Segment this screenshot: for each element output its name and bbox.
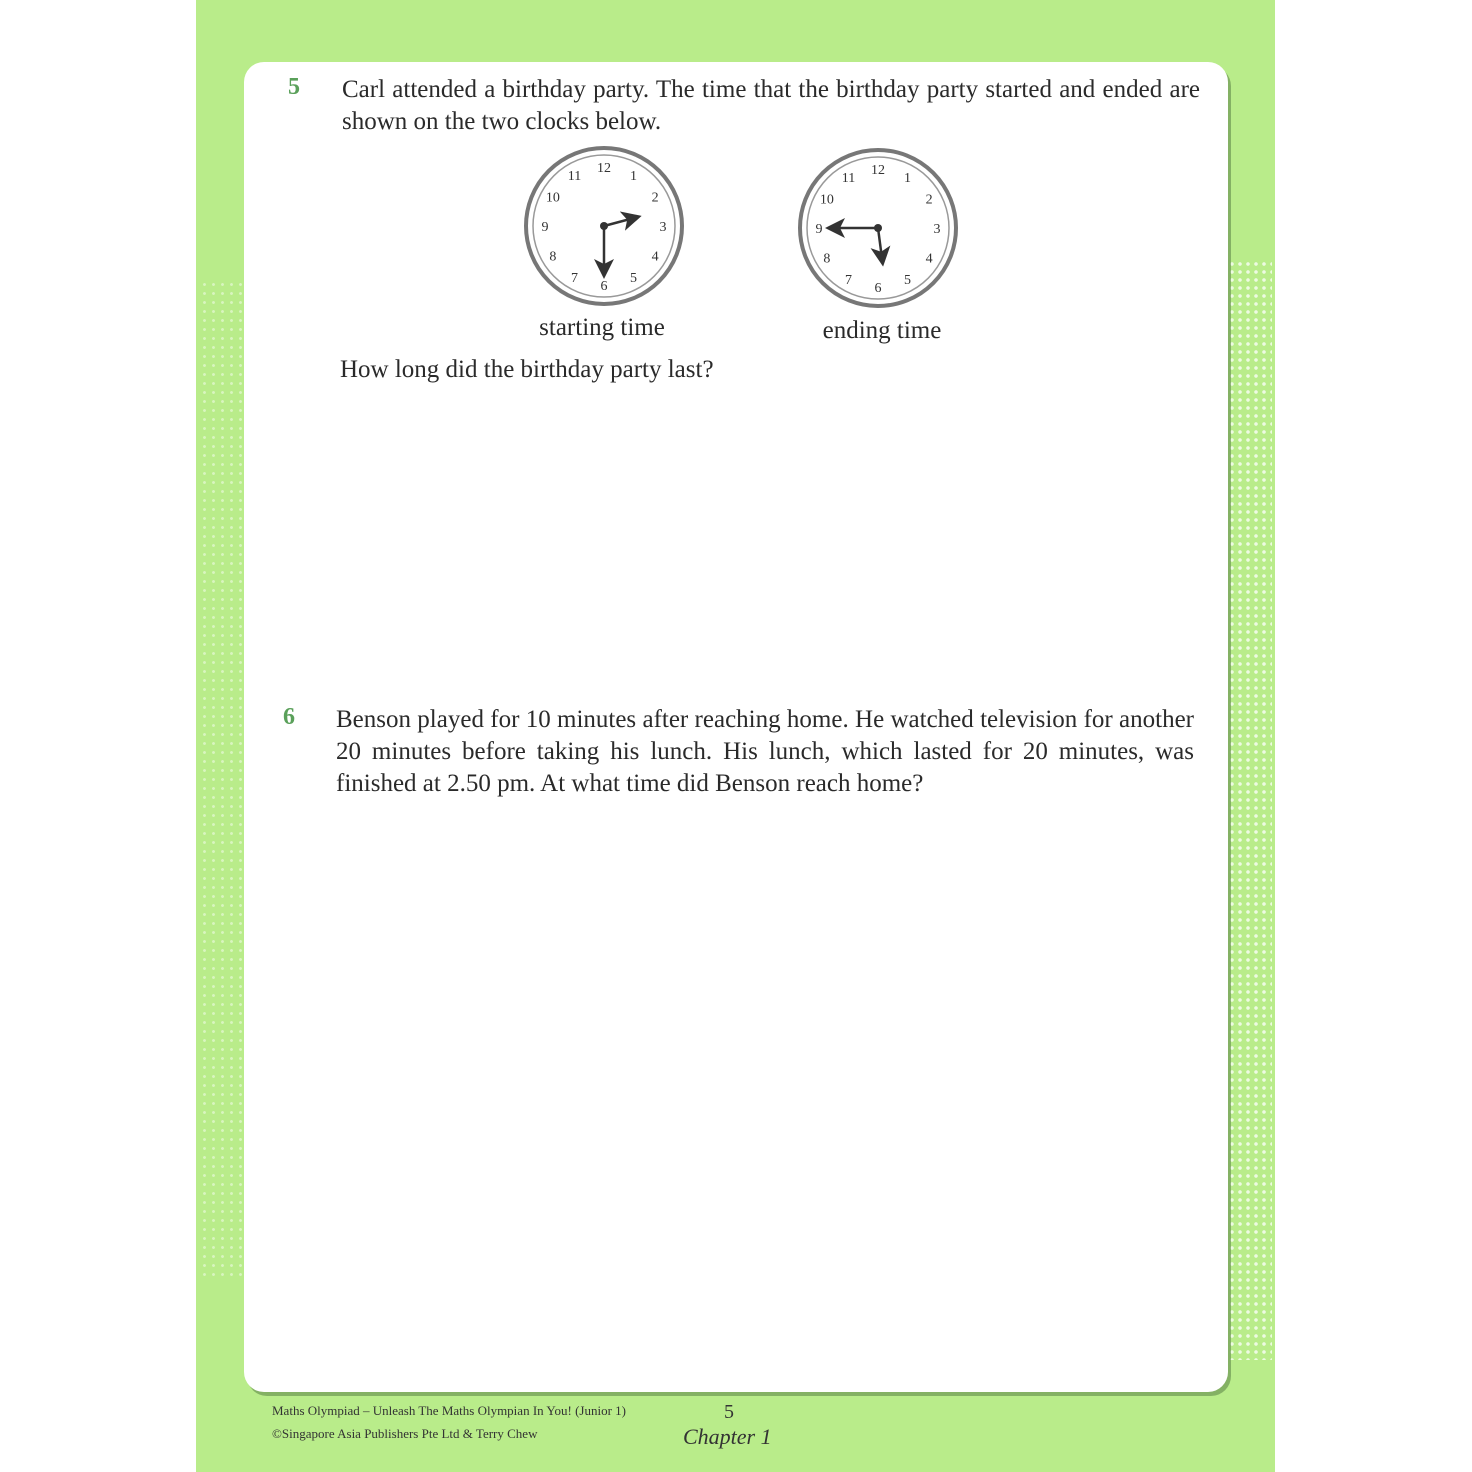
clock-numeral: 2 bbox=[925, 192, 933, 208]
dot-pattern-left bbox=[200, 280, 244, 1280]
ending-time-caption: ending time bbox=[822, 317, 942, 344]
clock-numeral: 8 bbox=[823, 251, 831, 267]
clock-numeral: 12 bbox=[597, 161, 611, 176]
clock-numeral: 10 bbox=[545, 190, 560, 206]
clock-numeral: 7 bbox=[845, 273, 852, 289]
page-number: 5 bbox=[724, 1401, 734, 1423]
question-5-text: Carl attended a birthday party. The time that the birthday party started and ended are shown on the two clocks below. bbox=[342, 76, 1200, 135]
question-6-number: 6 bbox=[283, 704, 295, 730]
clock-numeral: 9 bbox=[541, 220, 549, 235]
clock-numeral: 4 bbox=[925, 251, 933, 267]
clock-numeral: 1 bbox=[904, 170, 911, 186]
clock-numeral: 5 bbox=[904, 273, 911, 289]
chapter-label: Chapter 1 bbox=[683, 1424, 772, 1449]
clock-numeral: 5 bbox=[630, 271, 637, 287]
clock-numeral: 11 bbox=[841, 170, 856, 186]
clock-center-pin bbox=[600, 222, 608, 230]
clock-numeral: 3 bbox=[933, 222, 941, 237]
ending-clock bbox=[796, 146, 960, 310]
clock-numeral: 6 bbox=[874, 281, 882, 296]
clock-numeral: 1 bbox=[630, 168, 637, 184]
starting-time-caption: starting time bbox=[539, 314, 665, 341]
question-5-prompt: How long did the birthday party last? bbox=[340, 356, 714, 383]
clock-numeral: 4 bbox=[651, 249, 659, 265]
clock-numeral: 2 bbox=[651, 190, 659, 206]
clock-numeral: 7 bbox=[571, 271, 578, 287]
clock-numeral: 8 bbox=[549, 249, 557, 265]
clock-numeral: 3 bbox=[659, 220, 667, 235]
question-6-text: Benson played for 10 minutes after reaching home. He watched television for another 20 minutes before taking his lunch. His lunch, which lasted for 20 minutes, was finished at 2.50 pm. At what time did Benson reach home? bbox=[336, 706, 1194, 797]
clock-numeral: 9 bbox=[815, 222, 823, 237]
clock-numeral: 11 bbox=[567, 168, 582, 184]
clock-numeral: 6 bbox=[600, 279, 608, 294]
starting-clock bbox=[522, 144, 686, 308]
clock-numeral: 10 bbox=[819, 192, 834, 208]
clock-numeral: 12 bbox=[871, 163, 885, 178]
dot-pattern-right bbox=[1228, 260, 1272, 1360]
footer-copyright: ©Singapore Asia Publishers Pte Ltd & Terry Chew bbox=[272, 1426, 538, 1441]
question-5-number: 5 bbox=[288, 74, 300, 100]
clock-center-pin bbox=[874, 224, 882, 232]
footer-book-title: Maths Olympiad – Unleash The Maths Olympian In You! (Junior 1) bbox=[272, 1403, 626, 1418]
